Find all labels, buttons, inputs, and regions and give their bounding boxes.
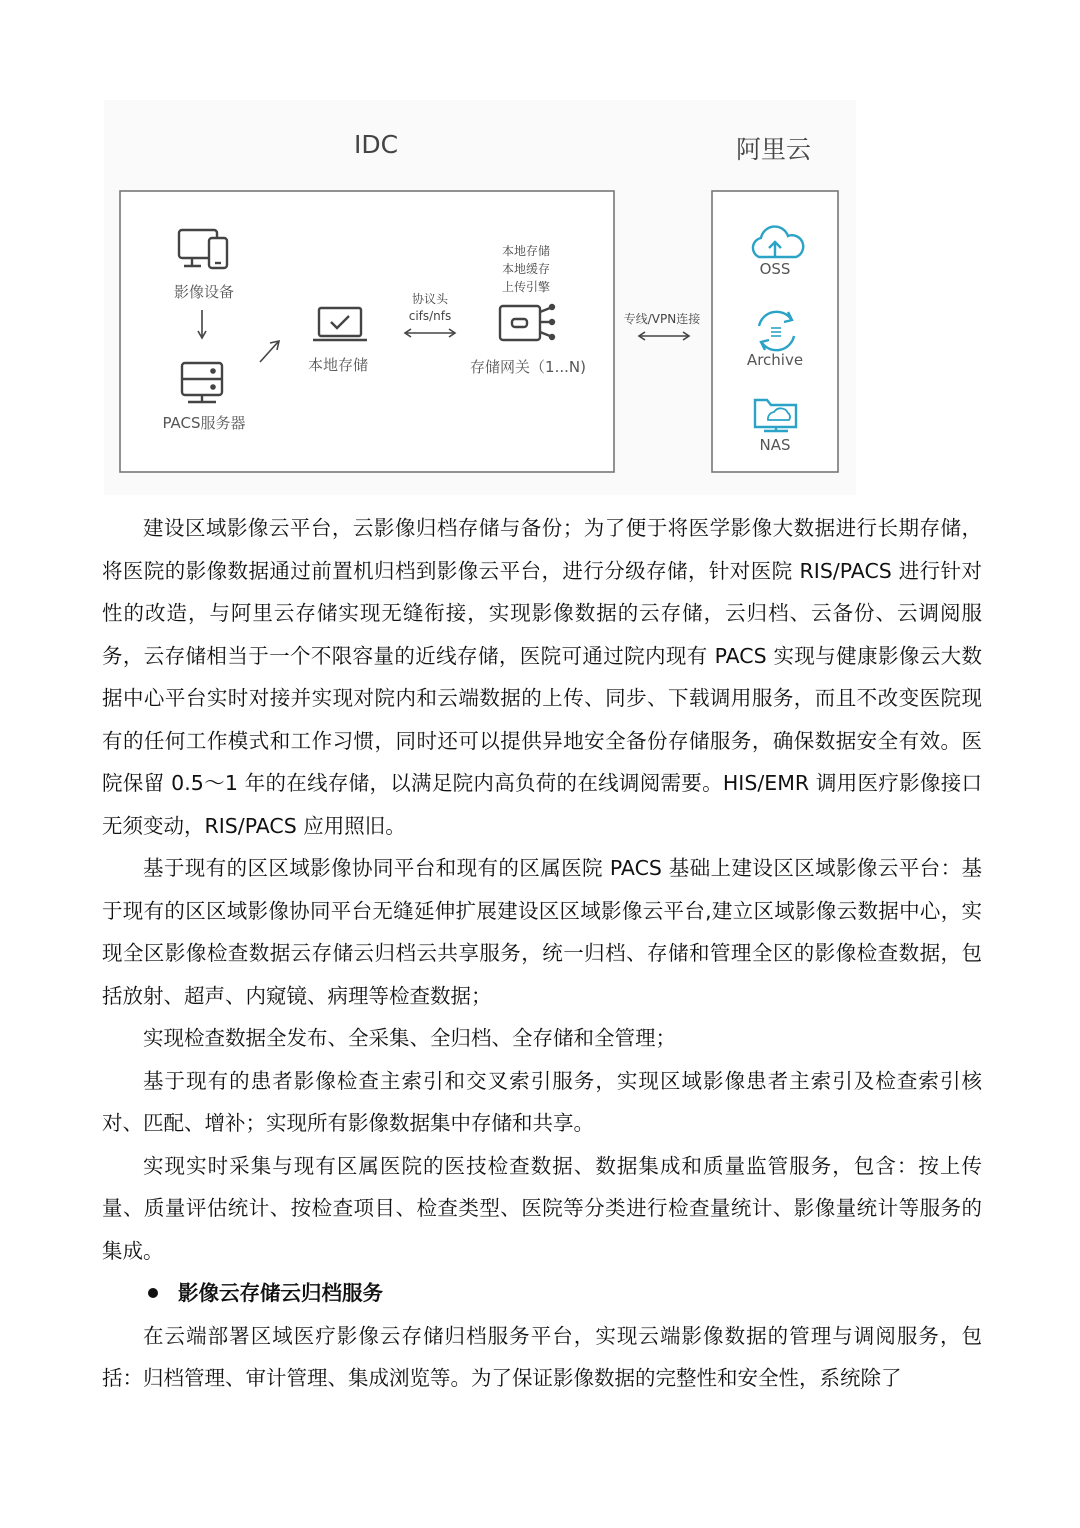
archive-label: Archive — [746, 351, 804, 369]
protocol-head-label: 协议头 — [411, 292, 449, 306]
paragraph-full-management: 实现检查数据全发布、全采集、全归档、全存储和全管理； — [143, 1026, 676, 1050]
gateway-features — [502, 242, 550, 296]
paragraph-cloud-platform: 建设区域影像云平台，云影像归档存储与备份；为了便于将医学影像大数据进行长期存储，将医院的影像数据通过前置机归档到影像云平台，进行分级存储，针对医院 RIS/PACS 进行针对性的改造，与阿里云存储实现无缝衔接，实现影像数据的云存储，云归档、云备份、云调阅服务，云存储相当于一个不限容量的近线存储，医院可通过院内现有 PACS 实现与健康影像云大数据中心平台实时对接并实现对院内和云端数据的上传、同步、下载调用服务，而且不改变医院现有的任何工作模式和工作习惯，同时还可以提供异地安全备份存储服务，确保数据安全有效。医院保留 0.5～1 年的在线存储，以满足院内高负荷的在线调阅需要。HIS/EMR 调用医疗影像接口无须变动，RIS/PACS 应用照旧。 — [102, 516, 982, 838]
paragraph-archive-service: 在云端部署区域医疗影像云存储归档服务平台，实现云端影像数据的管理与调阅服务，包括：归档管理、审计管理、集成浏览等。为了保证影像数据的完整性和安全性，系统除了 — [102, 1323, 982, 1390]
storage-gateway-label: 存储网关（1...N) — [470, 358, 586, 376]
document-body — [102, 507, 982, 1400]
local-storage-label: 本地存储 — [307, 356, 369, 374]
gateway-feature-local-cache: 本地缓存 — [501, 262, 551, 276]
vpn-link-label: 专线/VPN连接 — [623, 312, 701, 326]
paragraph-regional-platform: 基于现有的区区域影像协同平台和现有的区属医院 PACS 基础上建设区区域影像云平台：基于现有的区区域影像协同平台无缝延伸扩展建设区区域影像云平台,建立区域影像云数据中心，实现全区影像检查数据云存储云归档云共享服务，统一归档、存储和管理全区的影像检查数据，包括放射、超声、内窥镜、病理等检查数据； — [102, 856, 982, 1008]
paragraph-patient-index: 基于现有的患者影像检查主索引和交叉索引服务，实现区域影像患者主索引及检查索引核对、匹配、增补；实现所有影像数据集中存储和共享。 — [102, 1068, 982, 1135]
section-heading — [102, 1272, 982, 1315]
gateway-feature-local-storage: 本地存储 — [501, 244, 551, 258]
bullet-icon — [148, 1288, 158, 1298]
imaging-device-label: 影像设备 — [173, 283, 235, 301]
protocol-names-label: cifs/nfs — [408, 309, 452, 323]
section-heading-text: 影像云存储云归档服务 — [178, 1281, 383, 1305]
architecture-diagram — [104, 100, 856, 495]
nas-label: NAS — [759, 436, 791, 454]
oss-label: OSS — [759, 260, 791, 278]
aliyun-title: 阿里云 — [736, 135, 812, 164]
gateway-feature-upload-engine: 上传引擎 — [501, 280, 551, 294]
vpn-arrow-icon — [639, 332, 689, 340]
pacs-server-label: PACS服务器 — [162, 414, 246, 432]
idc-title: IDC — [354, 130, 399, 159]
paragraph-quality-monitoring: 实现实时采集与现有区属医院的医技检查数据、数据集成和质量监管服务，包含：按上传量、质量评估统计、按检查项目、检查类型、医院等分类进行检查量统计、影像量统计等服务的集成。 — [102, 1153, 982, 1263]
